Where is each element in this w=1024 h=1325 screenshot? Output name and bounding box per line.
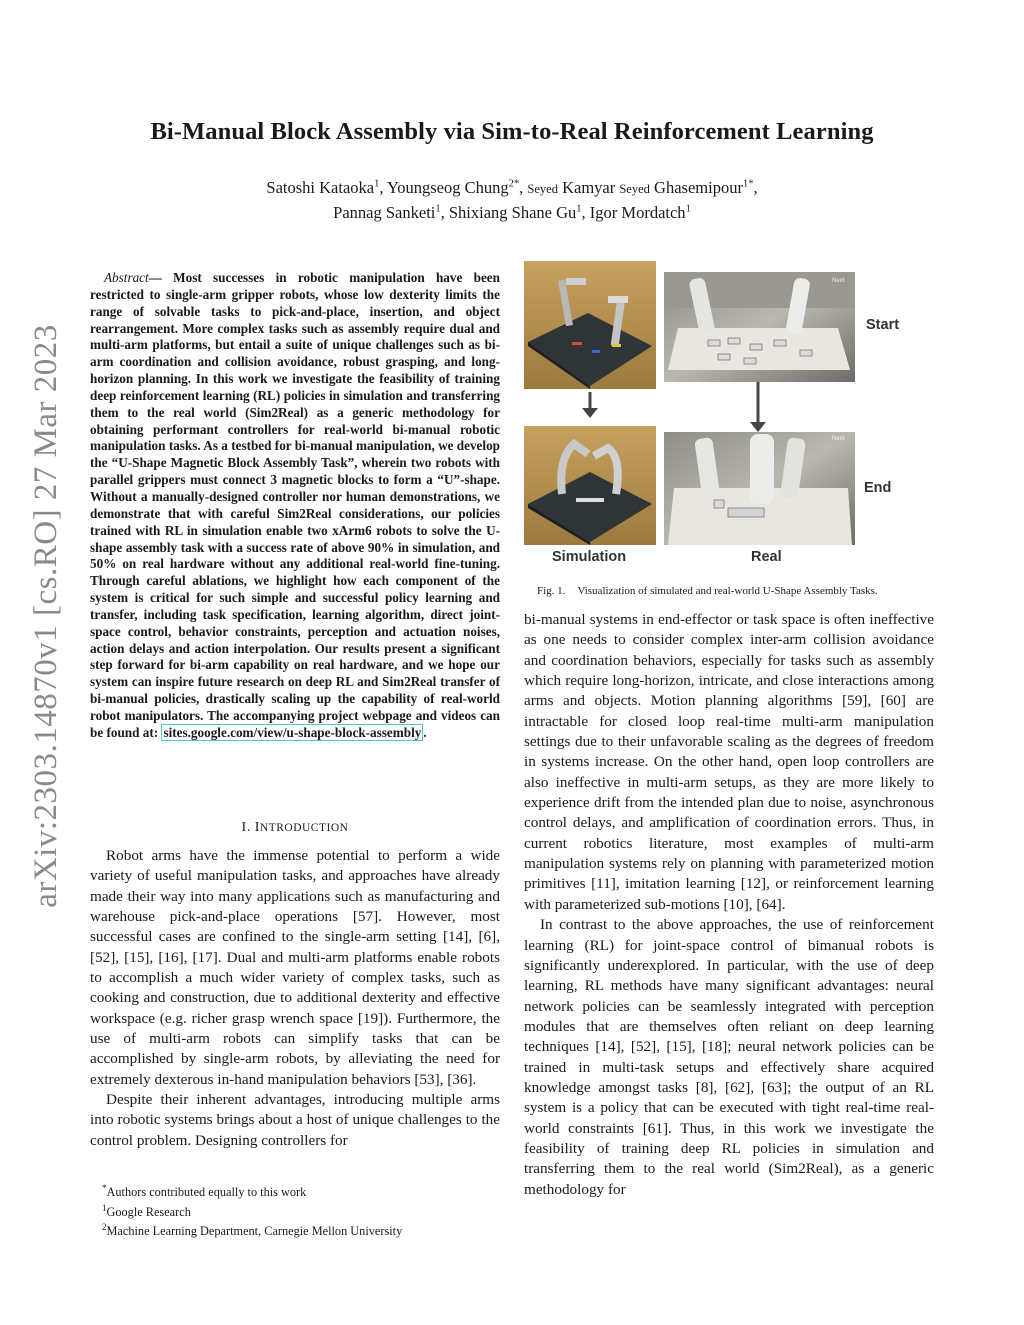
- page-title: Bi-Manual Block Assembly via Sim-to-Real Reinforcement Learning: [150, 118, 874, 145]
- footnotes: [90, 1181, 500, 1240]
- caption-label: Fig. 1.: [537, 585, 566, 597]
- author-name: Youngseog Chung: [387, 178, 509, 197]
- footnote-mark: 1: [102, 1202, 107, 1213]
- project-url-link[interactable]: sites.google.com/view/u-shape-block-assembly: [163, 724, 422, 740]
- section-numeral: I.: [241, 820, 255, 835]
- paragraph: Robot arms have the immense potential to perform a wide variety of useful manipulation tasks, and approaches have already made their way into many applications such as manufacturing and warehouse pick-and-place operations [57]. However, most successful cases are confined to the single-arm setting [14], [6], [52], [15], [16], [17]. Dual and multi-arm platforms enable robots to accomplish a much wider variety of complex tasks, such as cooking and construction, due to additional dexterity and effective workspace (e.g. richer grasp wrench space [19]). Furthermore, the use of multi-arm robots can simplify tasks that can be accomplished by single-arm robots, by alleviating the need for extremely dexterous in-hand manipulation behaviors [53], [36].: [90, 847, 500, 1088]
- intro-body: [90, 846, 500, 1151]
- author-prefix: Seyed: [619, 182, 650, 196]
- author-list: Satoshi Kataoka$^1$, Youngseog Chung$^{2*}$, Seyed Kamyar Seyed Ghasemipour$^{1*}$, Pannag Sanketi$^1$, Shixiang Shane Gu$^1$, Igor Mordatch$^1$: [266, 178, 758, 222]
- footnote: [90, 1181, 500, 1201]
- label-real: Real: [751, 549, 782, 565]
- section-heading-introduction: [90, 820, 500, 836]
- author-name: Kamyar: [562, 178, 616, 197]
- figure-1: [518, 258, 938, 568]
- footnote-text: Google Research: [106, 1204, 191, 1219]
- footnote: [90, 1201, 500, 1221]
- sim-start-image: [524, 261, 656, 389]
- paragraph: bi-manual systems in end-effector or task space is often ineffective as one needs to consider complex inter-arm collision avoidance and coordination behaviors, especially for tasks such as assembly which require long-horizon, intricate, and close interactions among arms and objects. Motion planning algorithms [59], [60] are intractable for closed loop real-time multi-arm manipulation settings due to their unfavorable scaling as the degrees of freedom in systems increase. On the other hand, open loop controllers are also ineffective in multi-arm setups, as they are more likely to experience drift from the intended plan due to noise, asynchronous control delays, and amplification of coordination errors. Thus, in current robotics literature, most examples of multi-arm manipulation systems rely on planning with parameterized motion primitives [11], imitation learning [12], or reinforcement learning with parameterized sub-motions [10], [64].: [524, 611, 934, 913]
- affiliation-mark: 1: [435, 203, 441, 215]
- abstract-label: Abstract: [104, 270, 149, 285]
- right-column-body: [524, 610, 934, 1200]
- caption-text: Visualization of simulated and real-world U-Shape Assembly Tasks.: [577, 585, 878, 597]
- author-prefix: Seyed: [527, 182, 558, 196]
- footnote-text: Authors contributed equally to this work: [106, 1185, 307, 1200]
- author-name: Shixiang Shane Gu: [448, 203, 577, 222]
- figure-illustration: [518, 258, 938, 568]
- author-name: Pannag Sanketi: [333, 203, 436, 222]
- real-start-image: [664, 272, 855, 382]
- down-arrow-icon: [750, 382, 766, 432]
- paragraph: In contrast to the above approaches, the use of reinforcement learning (RL) for joint-space control of bimanual robots is significantly underexplored. In particular, with the use of deep learning, RL methods have many significant advantages: neural network policies can be seamlessly integrated with perception modules that are themselves often reliant on deep learning techniques [14], [52], [15], [18]; neural network policies can be trained in multi-task setups and effectively share acquired knowledge amongst tasks [8], [62], [63]; the output of an RL system is a policy that can be executed with tight real-time real-world constraints [61]. Thus, in this work we investigate the feasibility of training deep RL policies in simulation and transferring them to the real world (Sim2Real), as a generic methodology for: [524, 916, 934, 1198]
- affiliation-mark: 1*: [742, 178, 754, 190]
- footnote-mark: *: [102, 1183, 107, 1193]
- arxiv-stamp: arXiv:2303.14870v1 [cs.RO] 27 Mar 2023: [28, 324, 64, 908]
- abstract-dash: —: [148, 270, 162, 285]
- affiliation-mark: 1: [685, 203, 691, 215]
- figure-caption: [537, 584, 937, 598]
- label-simulation: Simulation: [552, 549, 627, 565]
- affiliation-mark: 1: [576, 203, 582, 215]
- next-tag: Next: [832, 436, 845, 442]
- abstract-text: Most successes in robotic manipulation have been restricted to single-arm gripper robots, whose low dexterity limits the range of solvable tasks to pick-and-place, insertion, and object rearrangement. More complex tasks such as assembly require dual and multi-arm platforms, but entail a suite of unique challenges such as bi-arm coordination and collision avoidance, robust grasping, and long-horizon planning. In this work we investigate the feasibility of training deep reinforcement learning (RL) policies in simulation and transferring them to the real world (Sim2Real) as a generic methodology for obtaining performant controllers for real-world bi-manual robotic manipulation tasks. As a testbed for bi-manual manipulation, we develop the “U-Shape Magnetic Block Assembly Task”, wherein two robots with parallel grippers must connect 3 magnetic blocks to form a “U”-shape. Without a manually-designed controller nor human demonstrations, we demonstrate that with careful Sim2Real considerations, our policies trained with RL in simulation enable two xArm6 robots to solve the U-shape assembly task with a success rate of above 90% in simulation, and 50% on real hardware without any additional real-world fine-tuning. Through careful ablations, we highlight how each component of the system is critical for such simple and successful policy learning and transfer, including task specification, learning algorithm, direct joint-space control, behavior constraints, perception and actuation noises, action delays and action interpolation. Our results present a significant step forward for bi-arm capability on real hardware, and we hope our system can inspire future research on deep RL and Sim2Real transfer of bi-manual policies, drastically scaling up the capability of real-world robot manipulators. The accompanying project webpage and videos can be found at:: [90, 270, 500, 740]
- footnote-mark: 2: [102, 1222, 107, 1233]
- author-name: Ghasemipour: [654, 178, 743, 197]
- footnote: [90, 1220, 500, 1240]
- label-start: Start: [866, 317, 900, 333]
- author-name: Igor Mordatch: [589, 203, 686, 222]
- next-tag: Next: [832, 278, 845, 284]
- footnote-text: Machine Learning Department, Carnegie Mellon University: [106, 1224, 403, 1239]
- sim-end-image: [524, 426, 656, 545]
- abstract: [90, 270, 500, 742]
- section-title-rest: NTRODUCTION: [259, 822, 349, 834]
- abstract-end: .: [423, 724, 427, 740]
- paragraph: Despite their inherent advantages, introducing multiple arms into robotic systems brings about a host of unique challenges to the control problem. Designing controllers for: [90, 1091, 500, 1149]
- real-end-image: [664, 432, 855, 545]
- author-name: Satoshi Kataoka: [266, 178, 375, 197]
- affiliation-mark: 2*: [508, 178, 520, 190]
- section-first-letter: I: [254, 820, 260, 835]
- down-arrow-icon: [582, 392, 598, 418]
- affiliation-mark: 1: [374, 178, 380, 190]
- label-end: End: [864, 480, 892, 496]
